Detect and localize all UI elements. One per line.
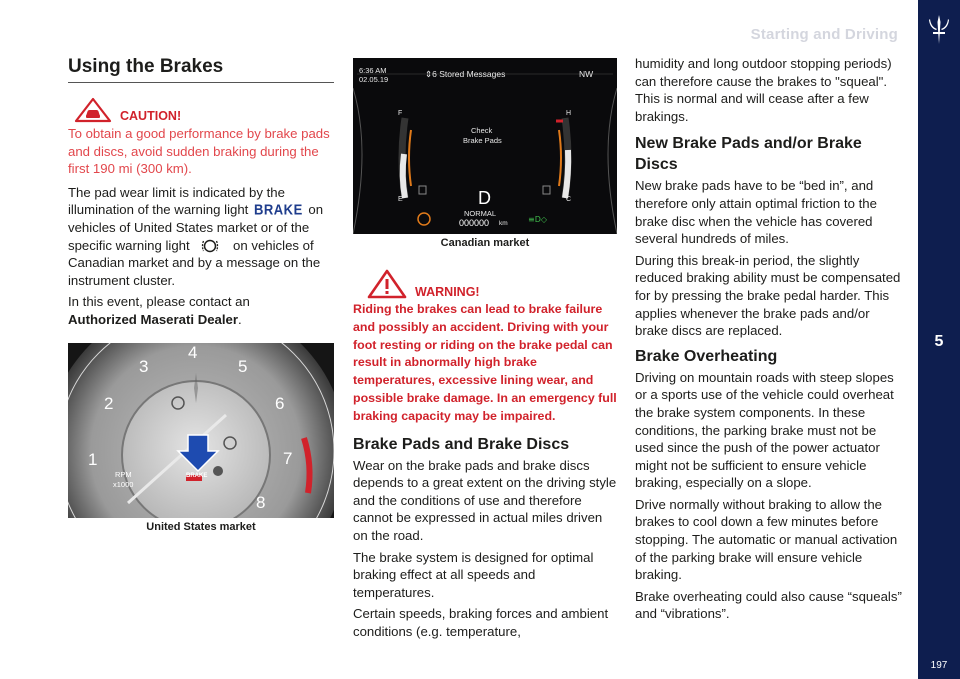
tach-number-7: 7 [283, 448, 293, 468]
stored-messages-text: 6 Stored Messages [432, 69, 506, 79]
tach-number-5: 5 [238, 356, 248, 376]
rpm-label: RPM [115, 469, 132, 479]
temp-hot: H [566, 110, 572, 117]
pad-wear-text-a: The pad wear limit is indicated by the illumination of the warning light [68, 184, 285, 218]
cluster-brake-lamp: BRAKE [186, 472, 208, 479]
stored-messages: ⇕6 Stored Messages [425, 69, 506, 79]
odometer-unit: km [499, 220, 508, 227]
new-pads-paragraph-2: During this break-in period, the slightly reduced braking ability must be compensated for by pressing the brake pedal harder. This applies whenever the brake pads and/or brake discs are replaced. [635, 252, 901, 339]
canadian-market-display-photo [353, 58, 617, 234]
caution-car-icon [74, 97, 112, 123]
svg-text:≡D◇: ≡D◇ [528, 215, 548, 224]
section-header-title: Starting and Driving [750, 26, 898, 43]
tachometer-illustration [68, 343, 334, 518]
caution-header [74, 97, 334, 123]
gear-indicator: D [478, 188, 491, 208]
pad-wear-paragraph [68, 184, 334, 290]
tach-number-1: 1 [88, 449, 98, 469]
column-middle [353, 58, 617, 645]
tach-number-4: 4 [188, 342, 198, 362]
brake-warning-light-icon: BRAKE [254, 201, 303, 219]
heading-new-brake-pads: New Brake Pads and/or Brake Discs [635, 135, 862, 174]
brake-pad-wear-indicator-icon [201, 238, 219, 254]
column-left [68, 56, 334, 533]
us-market-cluster-photo [68, 343, 334, 518]
overheat-paragraph-3: Brake overheating could also cause “squeals” and “vibrations”. [635, 588, 902, 622]
overheat-paragraph-2: Drive normally without braking to allow the brakes to cool down a few minutes before stopping. The automatic or manual activation of the parking brake will ensure vehicle braking. [635, 496, 898, 583]
dealer-period: . [238, 311, 242, 327]
heading-brake-pads-discs: Brake Pads and Brake Discs [353, 435, 570, 453]
new-pads-paragraph-1: New brake pads have to be “bed in”, and therefore only attain optimal friction to the brake disc when the vehicle has covered several hundreds of miles. [635, 178, 877, 247]
message-line-1: Check [471, 126, 493, 135]
drive-mode: NORMAL [464, 209, 497, 218]
warning-triangle-icon [367, 269, 407, 299]
warning-label: WARNING! [415, 285, 480, 299]
page-number: 197 [930, 660, 948, 671]
dealer-paragraph [68, 293, 334, 328]
chapter-sidebar [918, 0, 960, 679]
canadian-market-caption: Canadian market [440, 237, 530, 249]
fuel-empty: E [398, 196, 403, 203]
temp-cold: C [566, 196, 572, 203]
tach-number-3: 3 [139, 356, 149, 376]
compass-heading: NW [579, 69, 594, 79]
pads-paragraph-2: The brake system is designed for optimal braking effect at all speeds and temperatures. [353, 549, 594, 600]
tach-number-6: 6 [275, 393, 285, 413]
continued-paragraph: humidity and long outdoor stopping periods) can therefore cause the brakes to "squeal". This is normal and will cease after a few brakings. [635, 56, 892, 124]
warning-header [367, 269, 617, 299]
section-title: Using the Brakes [68, 56, 334, 83]
heading-brake-overheating: Brake Overheating [635, 347, 778, 365]
dealer-name: Authorized Maserati Dealer [68, 311, 239, 327]
warning-text: Riding the brakes can lead to brake failure and possibly an accident. Driving with your foot resting or riding on the brake pedal can result in abnormally high brake temperatures, excessive lining wear, and possible brake damage. In an emergency full braking capacity may be impaired. [353, 302, 617, 423]
column-right [635, 55, 905, 627]
rpm-scale: x1000 [113, 479, 134, 489]
message-line-2: Brake Pads [463, 136, 502, 145]
odometer: 000000 [459, 218, 490, 228]
chapter-number: 5 [934, 333, 944, 350]
pad-wear-text-b: on vehicles of United States market or of the specific warning light [68, 202, 324, 253]
maserati-trident-logo [927, 14, 951, 46]
us-market-caption: United States market [146, 520, 256, 533]
pads-paragraph-1: Wear on the brake pads and brake discs depends to a great extent on the driving style and the conditions of use and therefore cannot be expressed in actual miles driven on the road. [353, 457, 617, 543]
overheat-paragraph-1: Driving on mountain roads with steep slopes or a sports use of the vehicle could overheat the brake system components. In these conditions, the parking brake must not be used since the push of the power actuator might not be sufficient to ensure vehicle braking, especially on a slope. [635, 369, 894, 491]
tach-number-2: 2 [104, 393, 114, 413]
caution-text: To obtain a good performance by brake pads and discs, avoid sudden braking during the first 190 mi (300 km). [68, 126, 330, 177]
dealer-text: In this event, please contact an [68, 294, 250, 310]
fuel-full: F [398, 110, 403, 117]
caution-label: CAUTION! [120, 109, 182, 123]
pads-paragraph-3: Certain speeds, braking forces and ambient conditions (e.g. temperature, [353, 606, 609, 639]
tach-number-8: 8 [256, 492, 266, 512]
display-date: 02.05.19 [359, 75, 389, 84]
display-time: 6:36 AM [359, 66, 387, 75]
pad-wear-text-c: on vehicles of Canadian market and by a message on the instrument cluster. [68, 237, 321, 288]
